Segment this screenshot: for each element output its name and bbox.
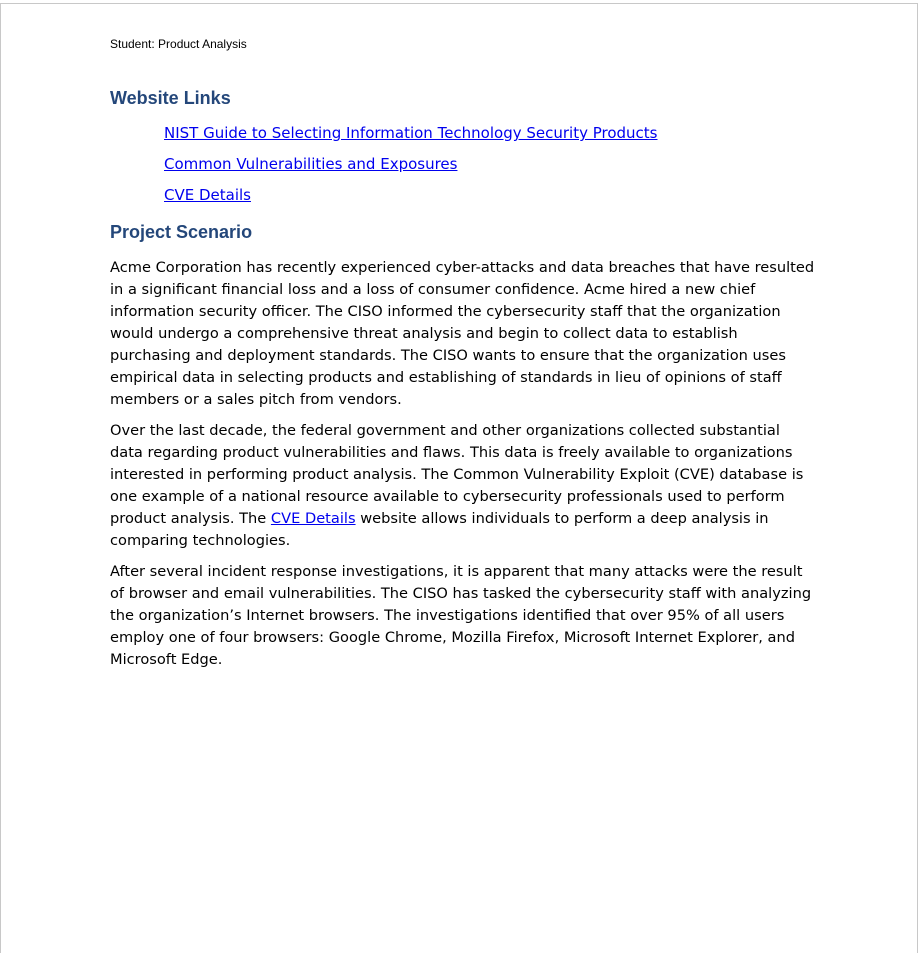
scenario-body bbox=[110, 257, 815, 680]
project-scenario-heading: Project Scenario bbox=[110, 222, 253, 242]
inline-cve-details-link[interactable]: CVE Details bbox=[270, 510, 356, 527]
scenario-paragraph-3: After several incident response investigations, it is apparent that many attacks were the result of browser and email vulnerabilities. The CISO has tasked the cybersecurity staff with analyzing the organization’s Internet browsers. The investigations identified that over 95% of all users employ one of four browsers: Google Chrome, Mozilla Firefox, Microsoft Internet Explorer, and Microsoft Edge. bbox=[110, 563, 812, 668]
website-links-list bbox=[164, 122, 658, 215]
running-header: Student: Product Analysis bbox=[110, 37, 247, 51]
link-item bbox=[164, 122, 658, 153]
scenario-paragraph-1: Acme Corporation has recently experienced cyber-attacks and data breaches that have resulted in a significant financial loss and a loss of consumer confidence. Acme hired a new chief information security officer. The CISO informed the cybersecurity staff that the organization would undergo a comprehensive threat analysis and begin to collect data to establish purchasing and deployment standards. The CISO wants to ensure that the organization uses empirical data in selecting products and establishing of standards in lieu of opinions of staff members or a sales pitch from vendors. bbox=[110, 259, 815, 408]
link-item bbox=[164, 153, 658, 184]
cve-link[interactable]: Common Vulnerabilities and Exposures bbox=[164, 155, 458, 173]
paragraph-2-text-end: website allows individuals to perform a deep analysis in comparing technologies. bbox=[110, 510, 769, 549]
nist-guide-link[interactable]: NIST Guide to Selecting Information Technology Security Products bbox=[164, 124, 658, 142]
document-page bbox=[0, 3, 918, 953]
cve-details-link[interactable]: CVE Details bbox=[164, 186, 251, 204]
paragraph-2-text-start: Over the last decade, the federal government and other organizations collected substantial data regarding product vulnerabilities and flaws. This data is freely available to organizations interested in performing product analysis. The Common Vulnerability Exploit (CVE) database is one example of a national resource available to cybersecurity professionals used to perform product analysis. The bbox=[110, 422, 804, 527]
website-links-heading: Website Links bbox=[110, 88, 231, 108]
link-item bbox=[164, 184, 658, 215]
scenario-paragraph-2 bbox=[110, 420, 815, 552]
